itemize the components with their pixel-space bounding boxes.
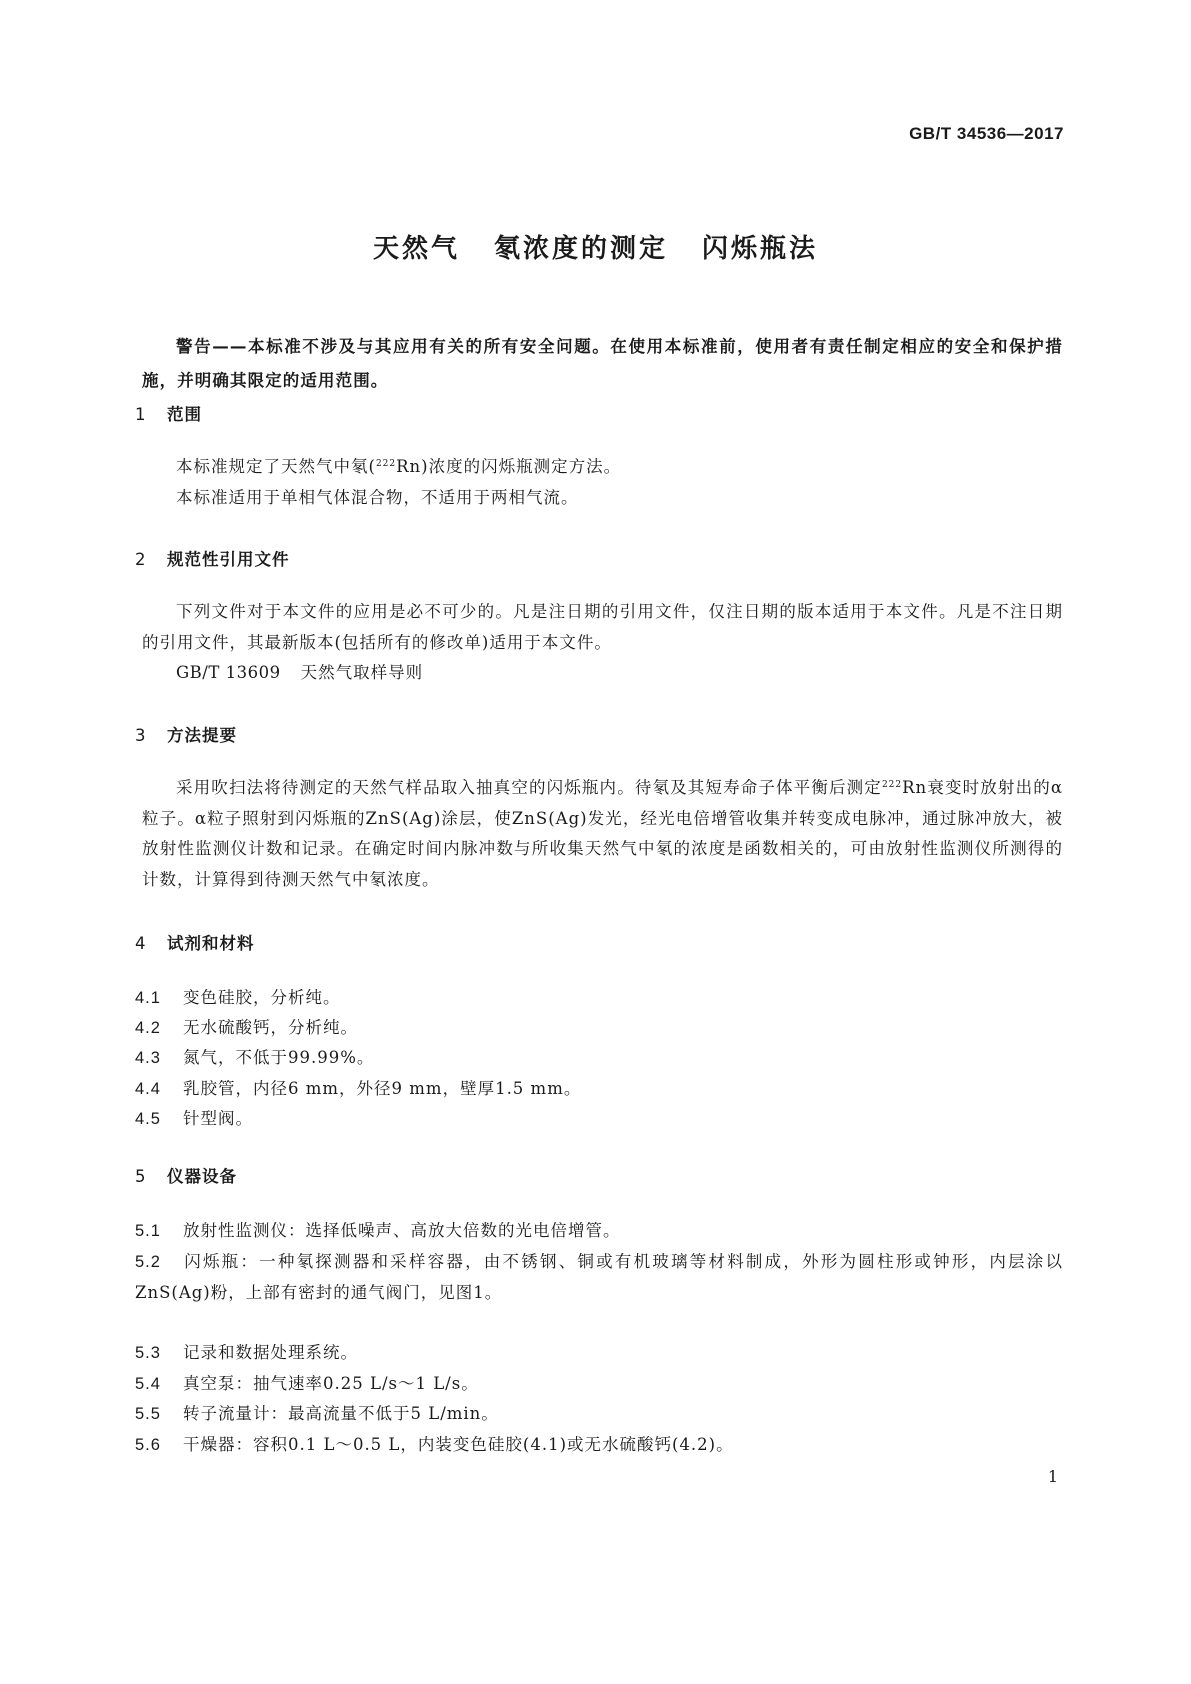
isotope-superscript: 222 xyxy=(881,780,903,790)
section-2-body xyxy=(142,597,1063,689)
section-3-heading xyxy=(135,722,237,746)
item-number: 5.3 xyxy=(135,1344,161,1362)
item-text: 记录和数据处理系统。 xyxy=(183,1343,358,1362)
list-item xyxy=(135,1104,1063,1135)
item-text: 氮气，不低于99.99%。 xyxy=(183,1048,375,1067)
section-number: 3 xyxy=(135,726,147,745)
list-item xyxy=(135,1247,1063,1308)
text-run: Rn衰变时放射出的α粒子。α粒子照射到闪烁瓶的ZnS(Ag)涂层，使ZnS(Ag)发光，经光电倍增管收集并转变成电脉冲，通过脉冲放大，被放射性监测仪计数和记录。在确定时间内脉冲数与所收集天然气中氡的浓度是函数相关的，可由放射性监测仪所测得的计数，计算得到待测天然气中氡浓度。 xyxy=(142,778,1064,889)
scope-paragraph-1 xyxy=(142,452,1063,483)
list-item xyxy=(135,1369,1063,1400)
reference-entry xyxy=(142,658,1063,689)
item-text: 放射性监测仪：选择低噪声、高放大倍数的光电倍增管。 xyxy=(183,1221,621,1240)
section-title: 规范性引用文件 xyxy=(167,550,290,569)
item-number: 4.3 xyxy=(135,1049,161,1067)
section-number: 5 xyxy=(135,1167,147,1186)
title-part-2: 氡浓度的测定 xyxy=(493,234,668,264)
item-number: 5.2 xyxy=(135,1253,161,1271)
item-text: 干燥器：容积0.1 L～0.5 L，内装变色硅胶(4.1)或无水硫酸钙(4.2)。 xyxy=(183,1435,734,1454)
list-item xyxy=(135,1399,1063,1430)
list-item xyxy=(135,1074,1063,1105)
safety-warning: 警告——本标准不涉及与其应用有关的所有安全问题。在使用本标准前，使用者有责任制定相应的安全和保护措施，并明确其限定的适用范围。 xyxy=(142,337,1063,390)
item-number: 4.4 xyxy=(135,1080,161,1098)
list-item xyxy=(135,1338,1063,1369)
item-number: 5.4 xyxy=(135,1375,161,1393)
reference-title: 天然气取样导则 xyxy=(300,663,424,682)
item-number: 4.2 xyxy=(135,1019,161,1037)
item-number: 4.1 xyxy=(135,989,161,1007)
list-item xyxy=(135,1216,1063,1247)
item-text: 真空泵：抽气速率0.25 L/s～1 L/s。 xyxy=(183,1374,479,1393)
list-item xyxy=(135,1043,1063,1074)
section-1-heading xyxy=(135,401,202,425)
section-1-body xyxy=(142,452,1063,513)
item-number: 5.5 xyxy=(135,1405,161,1423)
item-number: 5.6 xyxy=(135,1436,161,1454)
section-title: 方法提要 xyxy=(167,726,237,745)
reference-code: GB/T 13609 xyxy=(176,663,281,682)
section-number: 4 xyxy=(135,934,147,953)
isotope-superscript: 222 xyxy=(375,459,397,469)
item-number: 5.1 xyxy=(135,1222,161,1240)
section-3-body xyxy=(142,773,1063,895)
document-title xyxy=(0,228,1191,265)
section-2-heading xyxy=(135,546,290,570)
list-item xyxy=(135,1013,1063,1044)
item-text: 针型阀。 xyxy=(183,1109,253,1128)
section-title: 仪器设备 xyxy=(167,1167,237,1186)
item-text: 乳胶管，内径6 mm，外径9 mm，壁厚1.5 mm。 xyxy=(183,1079,582,1098)
page-number: 1 xyxy=(1047,1467,1058,1486)
scope-paragraph-2: 本标准适用于单相气体混合物，不适用于两相气流。 xyxy=(176,487,579,507)
section-title: 范围 xyxy=(167,405,202,424)
item-number: 4.5 xyxy=(135,1110,161,1128)
item-text: 闪烁瓶：一种氡探测器和采样容器，由不锈钢、铜或有机玻璃等材料制成，外形为圆柱形或钟形，内层涂以ZnS(Ag)粉，上部有密封的通气阀门，见图1。 xyxy=(135,1252,1063,1302)
text-run: Rn)浓度的闪烁瓶测定方法。 xyxy=(396,457,622,476)
section-title: 试剂和材料 xyxy=(167,934,255,953)
title-part-3: 闪烁瓶法 xyxy=(702,234,819,264)
list-item xyxy=(135,983,1063,1014)
title-part-1: 天然气 xyxy=(372,234,460,264)
section-5-heading xyxy=(135,1163,237,1187)
list-item xyxy=(135,1430,1063,1461)
method-paragraph xyxy=(142,773,1063,895)
text-run: 本标准规定了天然气中氡( xyxy=(176,457,376,476)
references-paragraph: 下列文件对于本文件的应用是必不可少的。凡是注日期的引用文件，仅注日期的版本适用于本文件。凡是不注日期的引用文件，其最新版本(包括所有的修改单)适用于本文件。 xyxy=(142,602,1063,652)
standard-number: GB/T 34536—2017 xyxy=(909,124,1064,143)
text-run: 采用吹扫法将待测定的天然气样品取入抽真空的闪烁瓶内。待氡及其短寿命子体平衡后测定 xyxy=(176,778,882,797)
item-text: 无水硫酸钙，分析纯。 xyxy=(183,1018,358,1037)
item-text: 变色硅胶，分析纯。 xyxy=(183,988,341,1007)
section-number: 1 xyxy=(135,405,147,424)
item-text: 转子流量计：最高流量不低于5 L/min。 xyxy=(183,1404,499,1423)
section-4-heading xyxy=(135,930,255,954)
section-number: 2 xyxy=(135,550,147,569)
